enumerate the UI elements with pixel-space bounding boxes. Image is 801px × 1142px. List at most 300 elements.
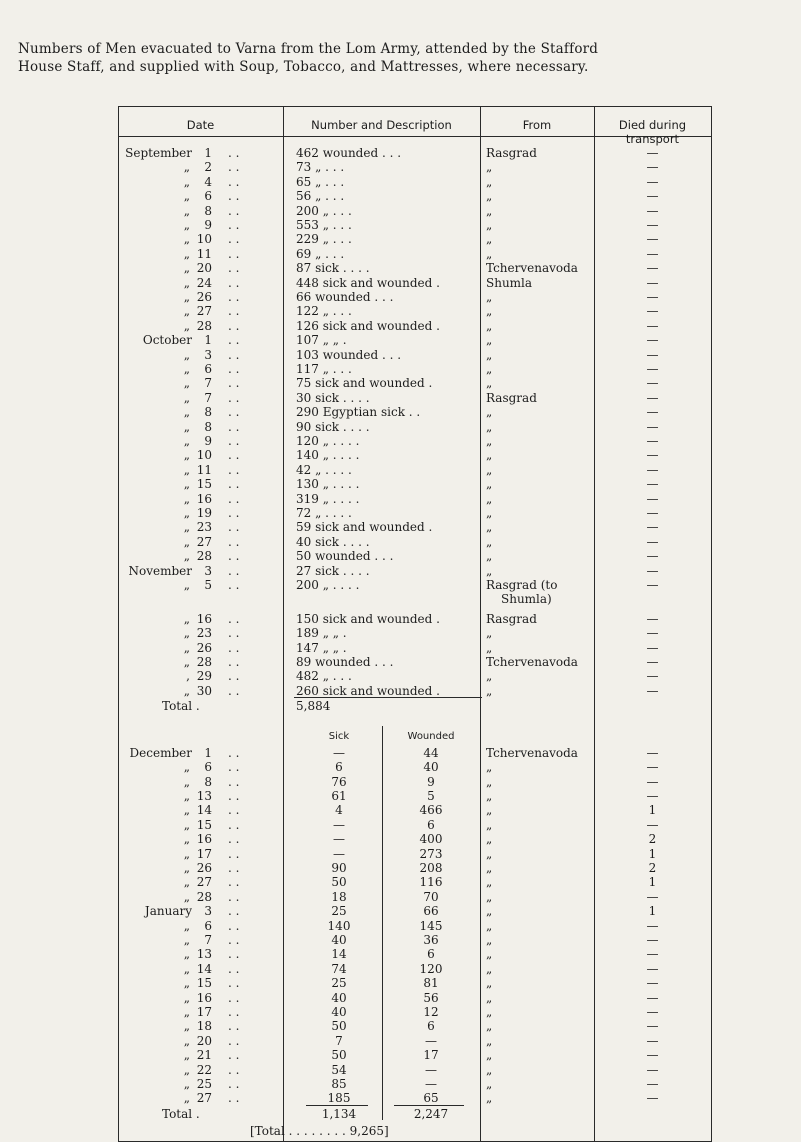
row-month: „ [183,1004,190,1019]
row-wounded: 116 [419,875,443,890]
row-leader-dots: . . [228,160,240,175]
row-died: 1 [648,904,657,919]
row-died: — [646,448,659,463]
row-month: „ [183,832,190,847]
row-died: — [646,817,659,832]
row-description: 65 „ . . . [296,174,345,189]
row-day: 29 [196,669,212,684]
row-day: 23 [196,520,212,535]
row-description: 200 „ . . . [296,203,352,218]
row-from: „ [486,947,493,962]
row-day: 28 [196,655,212,670]
row-month: „ [183,203,190,218]
row-day: 7 [204,390,212,405]
row-died: — [646,362,659,376]
row-day: 3 [204,347,212,362]
row-description: 117 „ . . . [296,362,352,376]
row-died: — [646,203,659,218]
row-day: 26 [196,860,212,875]
row-from: „ [486,760,493,775]
row-month: „ [183,803,190,818]
row-died: 1 [648,875,657,890]
row-month: „ [183,520,190,535]
row-month: „ [183,932,190,947]
row-leader-dots: . . [228,275,240,290]
row-month: „ [183,655,190,670]
row-month: September [125,146,192,160]
row-day: 17 [196,846,212,861]
row-month: „ [183,506,190,520]
row-from: „ [486,961,493,976]
total-rule-wounded [394,1105,464,1106]
row-leader-dots: . . [228,669,240,684]
row-from: Rasgrad [486,611,537,626]
row-wounded: 6 [427,947,435,962]
row-leader-dots: . . [228,875,240,890]
row-description: 126 sick and wounded . [296,318,440,333]
row-from: „ [486,333,493,348]
row-day: 6 [204,189,212,204]
row-from: „ [486,669,493,684]
total-wounded: 2,247 [413,1106,449,1121]
row-month: „ [183,376,190,391]
row-month: „ [183,160,190,175]
row-from: „ [486,203,493,218]
row-died: — [646,146,659,160]
row-from: „ [486,889,493,904]
row-leader-dots: . . [228,846,240,861]
row-died: — [646,976,659,991]
row-died: — [646,477,659,492]
row-day: 2 [204,160,212,175]
row-day: 4 [204,174,212,189]
row-from: „ [486,304,493,319]
row-leader-dots: . . [228,932,240,947]
row-day: 16 [196,491,212,506]
row-month: „ [183,534,190,549]
row-sick: 140 [327,918,351,933]
row-from: „ [486,1048,493,1063]
row-died: — [646,189,659,204]
row-month: „ [183,1019,190,1034]
row-died: — [646,376,659,391]
row-wounded: 65 [423,1091,439,1106]
row-died: — [646,947,659,962]
row-day: 27 [196,875,212,890]
row-leader-dots: . . [228,947,240,962]
row-wounded: 273 [419,846,443,861]
row-day: 22 [196,1062,212,1077]
row-wounded: 81 [423,976,439,991]
row-day: 1 [204,333,212,348]
row-wounded: 17 [423,1048,439,1063]
row-month: , [186,669,190,684]
row-month: „ [183,760,190,775]
row-day: 28 [196,318,212,333]
row-month: „ [183,275,190,290]
row-day: 26 [196,640,212,655]
row-died: — [646,932,659,947]
row-day: 8 [204,419,212,434]
row-died: — [646,275,659,290]
row-died: — [646,669,659,684]
row-sick: 50 [331,875,347,890]
row-month: „ [183,788,190,803]
row-day: 21 [196,1048,212,1063]
row-leader-dots: . . [228,774,240,789]
row-died: — [646,534,659,549]
row-description: 75 sick and wounded . [296,376,433,391]
row-month: „ [183,434,190,448]
row-from: Shumla [486,275,533,290]
row-day: 6 [204,362,212,376]
row-leader-dots: . . [228,333,240,348]
row-month: „ [183,1062,190,1077]
row-day: 27 [196,534,212,549]
row-died: — [646,549,659,564]
row-died: — [646,626,659,641]
row-leader-dots: . . [228,318,240,333]
row-died: — [646,640,659,655]
row-description: 482 „ . . . [296,669,352,684]
row-leader-dots: . . [228,347,240,362]
row-died: — [646,333,659,348]
evacuation-table [118,106,712,1142]
row-leader-dots: . . [228,760,240,775]
row-day: 1 [204,146,212,160]
row-month: „ [183,477,190,492]
row-from: „ [486,405,493,420]
row-day: 11 [196,246,212,261]
row-leader-dots: . . [228,990,240,1005]
row-died: — [646,174,659,189]
row-wounded: 56 [423,990,439,1005]
row-description: 122 „ . . . [296,304,352,319]
row-leader-dots: . . [228,534,240,549]
row-died: 1 [648,846,657,861]
row-description: 147 „ „ . [296,640,347,655]
row-from: „ [486,520,493,535]
total-label: Total . [162,699,200,714]
table-left-rule [118,106,119,1142]
row-day: 14 [196,961,212,976]
row-leader-dots: . . [228,611,240,626]
row-leader-dots: . . [228,520,240,535]
row-sick: 185 [327,1091,351,1106]
row-day: 10 [196,232,212,247]
row-description: 448 sick and wounded . [296,275,440,290]
row-from: „ [486,683,493,698]
row-month: „ [183,189,190,204]
row-leader-dots: . . [228,1004,240,1019]
row-from: „ [486,1004,493,1019]
table-right-rule [711,106,712,1142]
row-wounded: 36 [423,932,439,947]
row-from: „ [486,491,493,506]
row-month: „ [183,462,190,477]
row-day: 19 [196,506,212,520]
row-day: 3 [204,904,212,919]
total-label: Total . [162,1106,200,1121]
row-description: 103 wounded . . . [296,347,402,362]
row-day: 10 [196,448,212,463]
row-sick: 90 [331,860,347,875]
row-died: — [646,1019,659,1034]
row-from: „ [486,419,493,434]
row-from: „ [486,434,493,448]
row-month: „ [183,232,190,247]
row-died: — [646,1004,659,1019]
row-description: 50 wounded . . . [296,549,394,564]
page-heading [18,40,788,76]
row-died: — [646,1062,659,1077]
row-description: 140 „ . . . . [296,448,360,463]
row-description: 189 „ „ . [296,626,347,641]
row-leader-dots: . . [228,918,240,933]
row-died: — [646,390,659,405]
header-from: From [522,118,552,132]
row-from: „ [486,932,493,947]
row-leader-dots: . . [228,506,240,520]
row-sick: 85 [331,1076,347,1091]
row-wounded: 9 [427,774,435,789]
row-description: 56 „ . . . [296,189,345,204]
row-sick: — [333,817,345,832]
row-died: — [646,745,659,760]
row-from: „ [486,362,493,376]
row-leader-dots: . . [228,549,240,564]
row-wounded: — [425,1062,437,1077]
row-from: „ [486,246,493,261]
row-description: 260 sick and wounded . [296,683,440,698]
header-date: Date [186,118,215,132]
row-wounded: 70 [423,889,439,904]
row-from: Tchervenavoda [486,655,578,670]
row-sick: 40 [331,1004,347,1019]
row-from: „ [486,376,493,391]
row-leader-dots: . . [228,218,240,232]
row-leader-dots: . . [228,578,240,592]
row-died: — [646,611,659,626]
row-from: „ [486,1019,493,1034]
row-leader-dots: . . [228,1019,240,1034]
row-leader-dots: . . [228,462,240,477]
row-month: „ [183,1048,190,1063]
row-from: „ [486,563,493,578]
row-leader-dots: . . [228,655,240,670]
row-died: — [646,1048,659,1063]
row-day: 28 [196,549,212,564]
row-description: 150 sick and wounded . [296,611,440,626]
column-rule-number [480,106,481,1142]
total-rule [294,697,482,698]
row-leader-dots: . . [228,189,240,204]
row-sick: — [333,745,345,760]
row-died: — [646,232,659,247]
row-wounded: 66 [423,904,439,919]
row-died: — [646,578,659,592]
row-from: „ [486,218,493,232]
row-month: „ [183,1076,190,1091]
row-from: „ [486,290,493,304]
row-died: — [646,774,659,789]
row-wounded: 400 [419,832,443,847]
row-day: 16 [196,611,212,626]
row-description: 66 wounded . . . [296,290,394,304]
row-wounded: 5 [427,788,435,803]
row-day: 9 [204,434,212,448]
row-leader-dots: . . [228,203,240,218]
row-died: 2 [648,860,657,875]
row-day: 30 [196,683,212,698]
row-sick: 4 [335,803,343,818]
row-month: „ [183,304,190,319]
row-month: „ [183,390,190,405]
row-day: 27 [196,304,212,319]
row-leader-dots: . . [228,290,240,304]
row-died: — [646,655,659,670]
row-leader-dots: . . [228,304,240,319]
row-wounded: 120 [419,961,443,976]
row-leader-dots: . . [228,1033,240,1048]
row-died: — [646,218,659,232]
row-from: „ [486,817,493,832]
row-from: „ [486,788,493,803]
row-died: — [646,290,659,304]
row-from: „ [486,803,493,818]
row-description: 120 „ . . . . [296,434,360,448]
row-died: — [646,405,659,420]
row-day: 14 [196,803,212,818]
row-leader-dots: . . [228,961,240,976]
row-sick: — [333,846,345,861]
row-leader-dots: . . [228,803,240,818]
row-month: „ [183,990,190,1005]
row-description: 107 „ „ . [296,333,347,348]
row-leader-dots: . . [228,1091,240,1106]
row-from: „ [486,976,493,991]
row-died: — [646,246,659,261]
row-day: 24 [196,275,212,290]
row-leader-dots: . . [228,174,240,189]
row-day: 20 [196,261,212,276]
table-top-rule [118,106,712,107]
row-leader-dots: . . [228,491,240,506]
total-value: 5,884 [296,699,331,714]
row-from: Tchervenavoda [486,261,578,276]
row-month: „ [183,817,190,832]
row-sick: 74 [331,961,347,976]
row-month: „ [183,174,190,189]
row-day: 8 [204,203,212,218]
row-leader-dots: . . [228,419,240,434]
row-from: „ [486,347,493,362]
row-month: „ [183,640,190,655]
row-description: 59 sick and wounded . [296,520,433,535]
row-month: November [128,563,192,578]
row-month: „ [183,246,190,261]
row-from: „ [486,232,493,247]
row-from: „ [486,534,493,549]
row-from: „ [486,318,493,333]
row-description: 42 „ . . . . [296,462,352,477]
row-sick: 50 [331,1048,347,1063]
row-leader-dots: . . [228,434,240,448]
row-died: — [646,889,659,904]
row-died: — [646,563,659,578]
row-day: 20 [196,1033,212,1048]
row-died: 1 [648,803,657,818]
row-day: 11 [196,462,212,477]
row-leader-dots: . . [228,1062,240,1077]
row-wounded: 44 [423,745,439,760]
row-leader-dots: . . [228,448,240,463]
row-wounded: 208 [419,860,443,875]
row-died: — [646,318,659,333]
row-died: — [646,1033,659,1048]
row-month: „ [183,626,190,641]
row-month: „ [183,774,190,789]
row-description: 200 „ . . . . [296,578,360,592]
row-leader-dots: . . [228,390,240,405]
row-from: „ [486,1062,493,1077]
total-sick: 1,134 [321,1106,357,1121]
row-wounded: 6 [427,817,435,832]
row-day: 1 [204,745,212,760]
row-leader-dots: . . [228,1076,240,1091]
row-wounded: 6 [427,1019,435,1034]
row-day: 16 [196,990,212,1005]
row-wounded: 40 [423,760,439,775]
row-from: „ [486,1076,493,1091]
row-day: 8 [204,774,212,789]
row-day: 7 [204,376,212,391]
total-rule-sick [306,1105,368,1106]
row-sick: 18 [331,889,347,904]
row-died: — [646,788,659,803]
row-month: December [129,745,192,760]
row-leader-dots: . . [228,889,240,904]
row-description: 90 sick . . . . [296,419,370,434]
row-month: „ [183,846,190,861]
row-wounded: — [425,1076,437,1091]
row-died: — [646,990,659,1005]
row-leader-dots: . . [228,1048,240,1063]
row-month: „ [183,405,190,420]
row-description: 553 „ . . . [296,218,352,232]
row-description: 229 „ . . . [296,232,352,247]
row-day: 18 [196,1019,212,1034]
row-died: — [646,1091,659,1106]
row-leader-dots: . . [228,563,240,578]
row-month: „ [183,1033,190,1048]
row-from: „ [486,506,493,520]
row-sick: 40 [331,932,347,947]
row-from: „ [486,846,493,861]
row-day: 15 [196,976,212,991]
row-month: „ [183,218,190,232]
row-day: 27 [196,1091,212,1106]
row-day: 9 [204,218,212,232]
row-died: — [646,520,659,535]
row-died: — [646,491,659,506]
row-day: 17 [196,1004,212,1019]
row-died: — [646,683,659,698]
row-died: 2 [648,832,657,847]
row-leader-dots: . . [228,904,240,919]
row-from: „ [486,904,493,919]
row-description: 290 Egyptian sick . . [296,405,421,420]
